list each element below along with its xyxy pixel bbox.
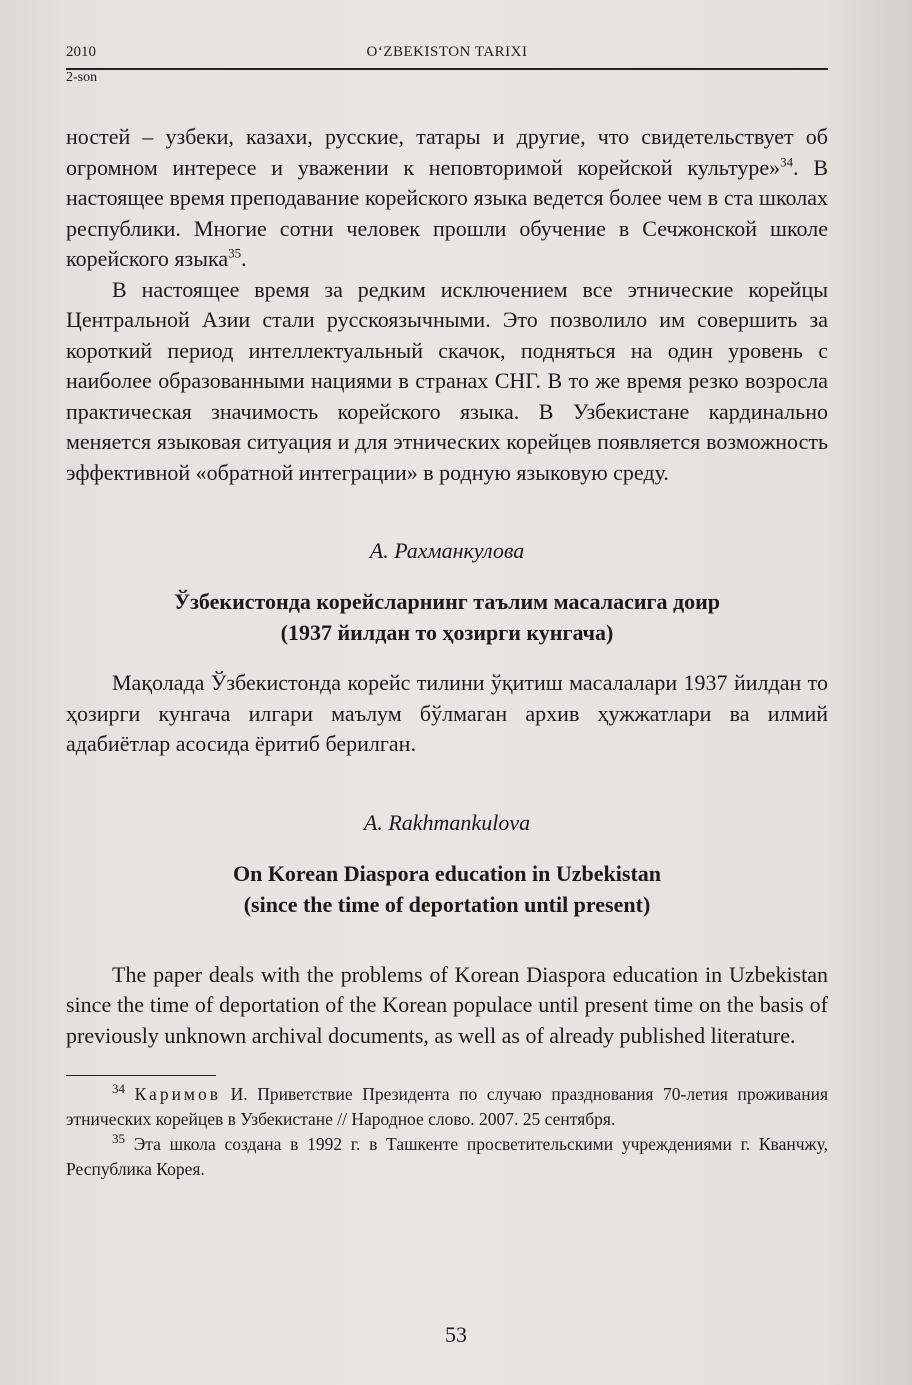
footnote-number: 34: [112, 1081, 125, 1097]
summary-title-en-line1: On Korean Diaspora education in Uzbekistan: [232, 860, 662, 886]
page-number: 53: [445, 1322, 467, 1347]
paragraph-conclusion: В настоящее время за редким исключением все этнические корейцы Центральной Азии стали русскоязычными. Это позволило им совершить за короткий период интеллектуальный скачок, подняться на один уровень с наиболее образованными нациями в странах СНГ. В то же время резко возросла практическая значимость корейского языка. В Узбекистане кардинально меняется языковая ситуация и для этнических корейцев появляется возможность эффективной «обратной интеграции» в родную языковую среду.: [66, 276, 828, 485]
footnote-ref-34: 34: [780, 154, 794, 170]
footnote-ref-35: 35: [228, 245, 242, 261]
footnote-text: Эта школа создана в 1992 г. в Ташкенте просветительскими учреждениями г. Кванчжу, Республика Корея.: [66, 1134, 828, 1179]
paragraph-text: ностей – узбеки, казахи, русские, татары и другие, что свидетельствует об огромном интересе и уважении к неповторимой корейской культуре»: [66, 124, 828, 180]
running-header: [66, 44, 828, 70]
summary-text-uz: Мақолада Ўзбекистонда корейс тилини ўқитиш масалалари 1937 йилдан то ҳозирги кунгача илгари маълум бўлмаган архив ҳужжатлари ва илмий адабиётлар асосида ёритиб берилган.: [66, 670, 828, 756]
footnote-text: И. Приветствие Президента по случаю празднования 70-летия проживания этнических корейцев в Узбекистане // Народное слово. 2007. 25 сентября.: [66, 1084, 828, 1129]
header-journal-title: O‘ZBEKISTON TARIXI: [366, 44, 528, 60]
paragraph-text: .: [241, 246, 247, 271]
summary-title-en-line2: (since the time of deportation until present): [243, 891, 651, 917]
page-body: [66, 122, 828, 1182]
footnote-34: [66, 1082, 828, 1132]
summary-title-uz-line1: Ўзбекистонда корейсларнинг таълим масаласига доир: [173, 589, 721, 614]
summary-text-en: The paper deals with the problems of Korean Diaspora education in Uzbekistan since the time of deportation of the Korean populace until present time on the basis of previously unknown archival documents, as well as of already published literature.: [66, 961, 828, 1048]
header-issue: 2-son: [66, 70, 98, 85]
footnote-number: 35: [112, 1131, 125, 1147]
author-name-ru: А. Рахманкулова: [369, 538, 525, 563]
summary-title-uz-line2: (1937 йилдан то ҳозирги кунгача): [280, 620, 614, 645]
paragraph-continued: [66, 122, 828, 275]
footnote-35: [66, 1132, 828, 1182]
paragraph-text: . В настоящее время преподавание корейского языка ведется более чем в ста школах республики. Многие сотни человек прошли обучение в Сечжонской школе корейского языка: [66, 154, 828, 271]
header-year: 2010: [66, 44, 96, 60]
author-name-en: A. Rakhmankulova: [363, 809, 531, 835]
footnote-author: Каримов: [134, 1084, 222, 1104]
